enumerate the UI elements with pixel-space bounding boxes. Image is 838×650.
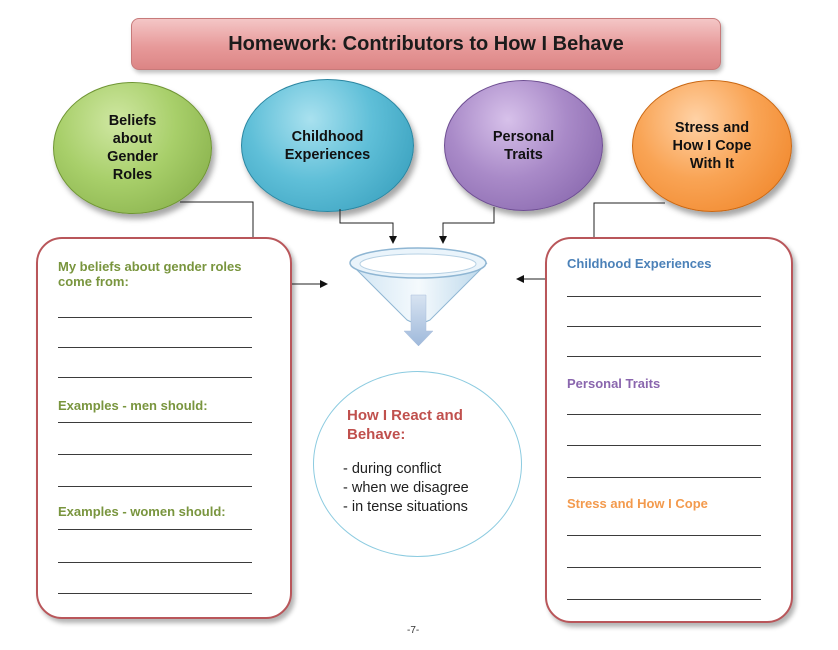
writing-line	[58, 562, 252, 563]
writing-line	[567, 356, 761, 357]
writing-line	[567, 599, 761, 600]
writing-line	[58, 486, 252, 487]
react-item-conflict: - during conflict	[343, 461, 442, 477]
connector-childhood-to-funnel	[340, 209, 393, 243]
stress-coping-heading: Stress and How I Cope	[567, 496, 708, 511]
writing-line	[567, 535, 761, 536]
react-item-disagree: - when we disagree	[343, 480, 469, 496]
react-item-tense: - in tense situations	[343, 499, 468, 515]
childhood-experiences-heading: Childhood Experiences	[567, 256, 712, 271]
writing-line	[567, 296, 761, 297]
women-should-heading: Examples - women should:	[58, 504, 226, 519]
writing-line	[567, 567, 761, 568]
gender-beliefs-heading: My beliefs about gender roles come from:	[58, 259, 242, 289]
bubble-stress-label: Stress and How I Cope With It	[672, 120, 752, 172]
writing-line	[567, 414, 761, 415]
writing-line	[567, 326, 761, 327]
connector-traits-to-funnel	[443, 207, 494, 243]
writing-line	[58, 422, 252, 423]
connector-stress-to-panel	[594, 203, 665, 237]
writing-line	[58, 593, 252, 594]
men-should-heading: Examples - men should:	[58, 398, 208, 413]
writing-line	[58, 317, 252, 318]
bubble-childhood-label: Childhood Experiences	[284, 128, 371, 163]
contributors-panel	[545, 237, 793, 623]
writing-line	[567, 445, 761, 446]
writing-line	[58, 529, 252, 530]
react-behave-title: How I React and Behave:	[347, 407, 463, 443]
bubble-traits-label: Personal Traits	[492, 128, 555, 163]
writing-line	[58, 377, 252, 378]
personal-traits-heading: Personal Traits	[567, 376, 661, 391]
bubble-gender-roles-label: Beliefs about Gender Roles	[107, 113, 158, 183]
page-number: -7-	[407, 625, 420, 636]
writing-line	[567, 477, 761, 478]
connector-gender-to-panel	[180, 202, 253, 237]
writing-line	[58, 454, 252, 455]
writing-line	[58, 347, 252, 348]
page-title: Homework: Contributors to How I Behave	[228, 32, 624, 55]
